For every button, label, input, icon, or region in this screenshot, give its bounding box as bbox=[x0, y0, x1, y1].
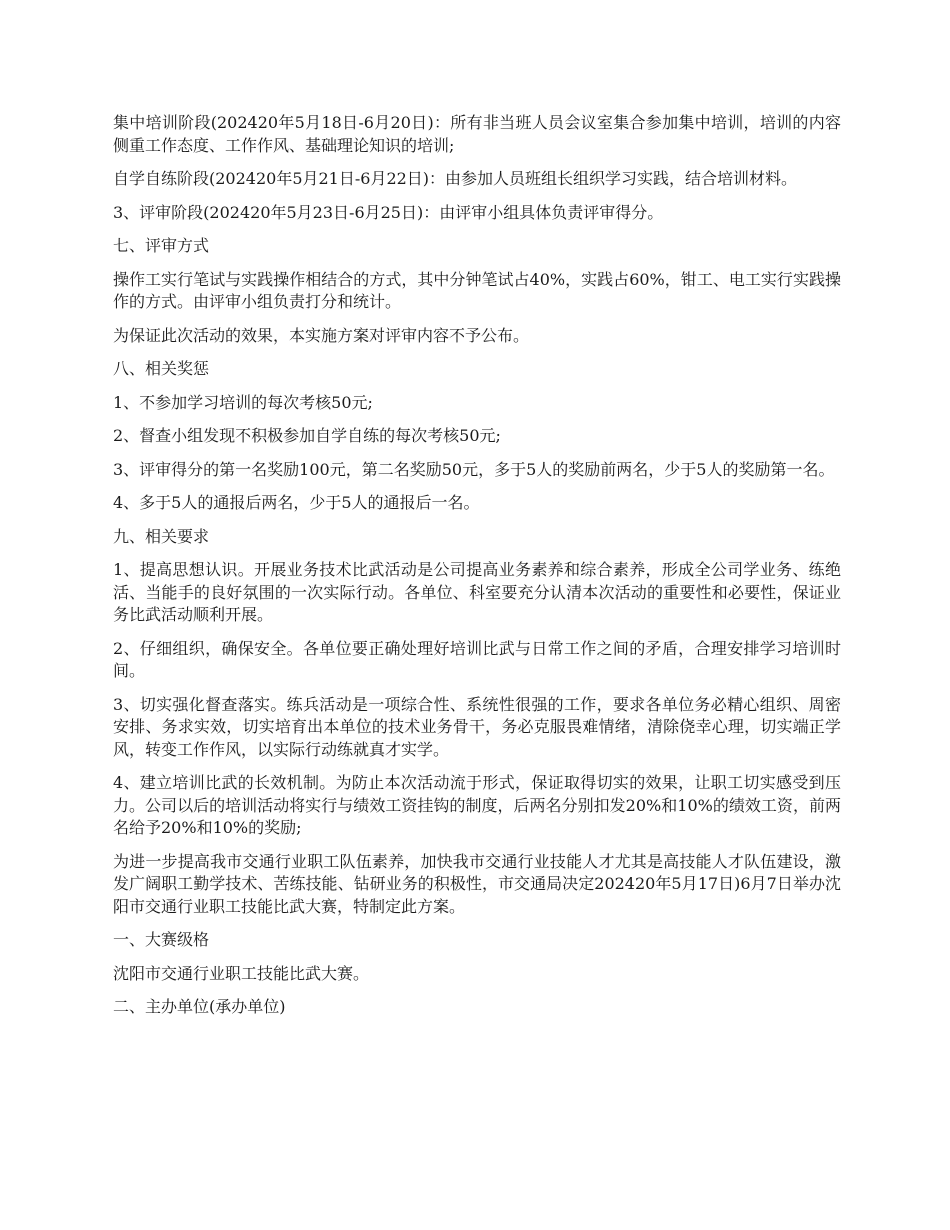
heading-requirements: 九、相关要求 bbox=[113, 526, 210, 546]
paragraph-reward-3: 3、评审得分的第一名奖励100元，第二名奖励50元，多于5人的奖励前两名，少于5人的奖励第一名。 bbox=[113, 459, 835, 479]
paragraph-requirement-4: 4、建立培训比武的长效机制。为防止本次活动流于形式，保证取得切实的效果，让职工切实感受到压力。公司以后的培训活动将实行与绩效工资挂钩的制度，后两名分别扣发20%和10%的绩效工资，前两名给予20%和10%的奖励; bbox=[113, 773, 841, 837]
heading-competition-level: 一、大赛级格 bbox=[113, 930, 210, 949]
paragraph-competition-intro: 为进一步提高我市交通行业职工队伍素养，加快我市交通行业技能人才尤其是高技能人才队伍建设，激发广阔职工勤学技术、苦练技能、钻研业务的积极性，市交通局决定202420年5月17日)6月7日举办沈阳市交通行业职工技能比武大赛，特制定此方案。 bbox=[113, 851, 841, 916]
paragraph-self-study: 自学自练阶段(202420年5月21日-6月22日)：由参加人员班组长组织学习实践，结合培训材料。 bbox=[113, 169, 798, 188]
paragraph-requirement-2: 2、仔细组织，确保安全。各单位要正确处理好培训比武与日常工作之间的矛盾，合理安排学习培训时间。 bbox=[113, 638, 841, 680]
paragraph-penalty-2: 2、督查小组发现不积极参加自学自练的每次考核50元; bbox=[113, 426, 501, 445]
paragraph-centralized-training: 集中培训阶段(202420年5月18日-6月20日)：所有非当班人员会议室集合参加集中培训，培训的内容侧重工作态度、工作作风、基础理论知识的培训; bbox=[113, 113, 841, 155]
heading-review-method: 七、评审方式 bbox=[113, 236, 210, 255]
heading-rewards-penalties: 八、相关奖惩 bbox=[113, 359, 210, 378]
heading-organizer: 二、主办单位(承办单位) bbox=[113, 997, 286, 1016]
paragraph-review-method: 操作工实行笔试与实践操作相结合的方式，其中分钟笔试占40%，实践占60%，钳工、电工实行实践操作的方式。由评审小组负责打分和统计。 bbox=[113, 269, 841, 311]
paragraph-review-stage: 3、评审阶段(202420年5月23日-6月25日)：由评审小组具体负责评审得分。 bbox=[113, 202, 664, 222]
document-body bbox=[113, 112, 841, 1030]
paragraph-notice-4: 4、多于5人的通报后两名，少于5人的通报后一名。 bbox=[113, 493, 480, 512]
paragraph-requirement-1: 1、提高思想认识。开展业务技术比武活动是公司提高业务素养和综合素养，形成全公司学业务、练绝活、当能手的良好氛围的一次实际行动。各单位、科室要充分认清本次活动的重要性和必要性，保证业务比武活动顺利开展。 bbox=[113, 560, 841, 624]
paragraph-requirement-3: 3、切实强化督查落实。练兵活动是一项综合性、系统性很强的工作，要求各单位务必精心组织、周密安排、务求实效，切实培育出本单位的技术业务骨干，务必克服畏难情绪，清除侥幸心理，切实端正学风，转变工作作风，以实际行动练就真才实学。 bbox=[113, 694, 841, 759]
paragraph-confidentiality: 为保证此次活动的效果，本实施方案对评审内容不予公布。 bbox=[113, 325, 530, 345]
paragraph-competition-name: 沈阳市交通行业职工技能比武大赛。 bbox=[113, 963, 370, 983]
paragraph-penalty-1: 1、不参加学习培训的每次考核50元; bbox=[113, 392, 373, 412]
